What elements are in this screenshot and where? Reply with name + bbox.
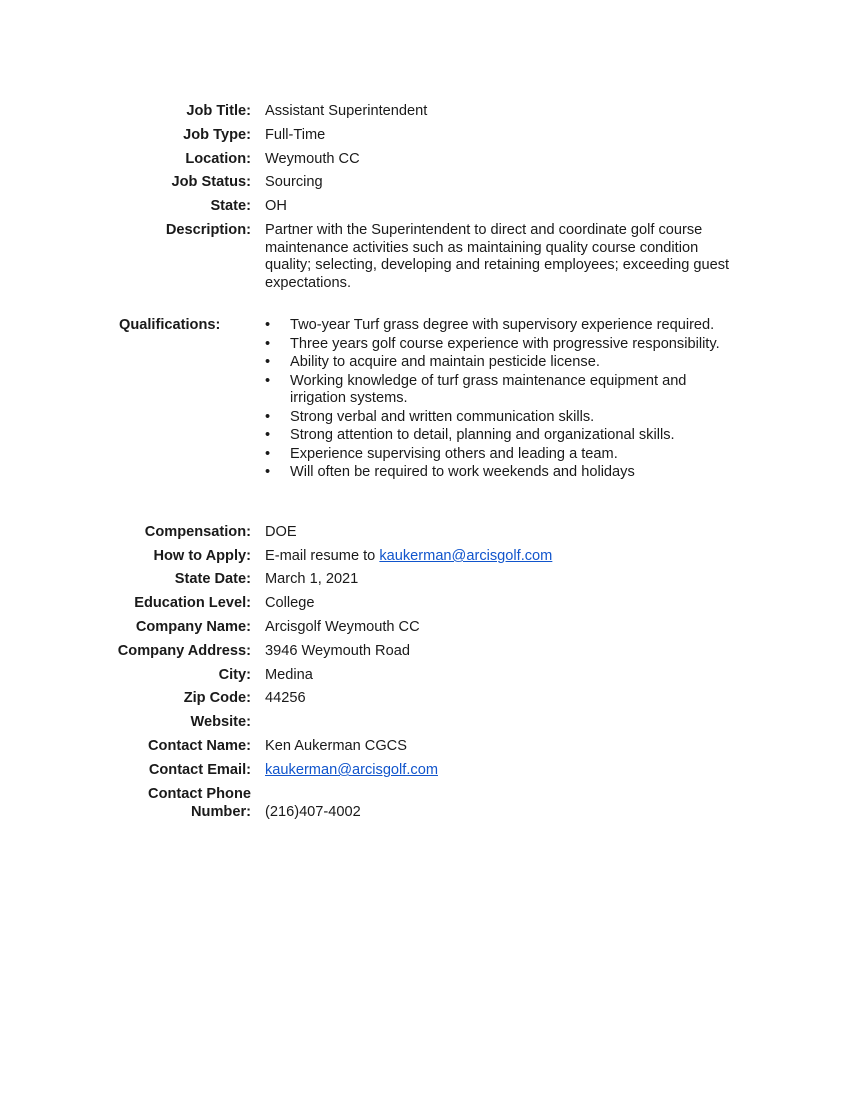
bullet-icon: • xyxy=(265,372,271,389)
list-item xyxy=(265,373,745,408)
contact-phone-value: (216)407-4002 xyxy=(265,803,361,820)
description-label: Description: xyxy=(165,222,251,238)
qualification-text: Ability to acquire and maintain pesticide license. xyxy=(290,354,600,370)
qualification-text: Experience supervising others and leading a team. xyxy=(290,445,618,462)
apply-email-link[interactable]: kaukerman@arcisgolf.com xyxy=(379,548,553,564)
website-label: Website: xyxy=(190,714,251,730)
bullet-icon: • xyxy=(265,445,271,462)
job-status-value: Sourcing xyxy=(265,174,323,190)
qualification-text: Three years golf course experience with progressive responsibility. xyxy=(290,335,720,352)
contact-phone-label-line1: Contact Phone xyxy=(148,786,251,802)
bullet-icon: • xyxy=(265,408,271,425)
location-label: Location: xyxy=(185,151,251,167)
qualification-text: Strong attention to detail, planning and organizational skills. xyxy=(290,427,675,443)
location-value: Weymouth CC xyxy=(265,151,360,167)
list-item xyxy=(265,409,745,427)
qualification-text: Working knowledge of turf grass maintenance equipment and irrigation systems. xyxy=(290,372,687,406)
qualifications-label: Qualifications: xyxy=(119,317,221,333)
list-item xyxy=(265,354,745,372)
company-address-value: 3946 Weymouth Road xyxy=(265,643,410,659)
contact-phone-label-line2: Number: xyxy=(191,803,251,820)
compensation-value: DOE xyxy=(265,524,297,540)
bullet-icon: • xyxy=(265,427,271,443)
state-value: OH xyxy=(265,198,287,214)
compensation-label: Compensation: xyxy=(144,524,251,540)
list-item xyxy=(265,464,745,482)
education-level-value: College xyxy=(265,595,315,611)
list-item xyxy=(265,446,745,464)
education-level-label: Education Level: xyxy=(134,595,251,611)
job-title-value: Assistant Superintendent xyxy=(265,103,428,119)
qualification-text: Will often be required to work weekends and holidays xyxy=(290,464,635,480)
company-address-label: Company Address: xyxy=(117,643,251,659)
contact-email-value xyxy=(265,762,745,780)
bullet-icon: • xyxy=(265,335,271,352)
company-name-label: Company Name: xyxy=(135,619,251,635)
qualifications-list xyxy=(265,317,745,483)
job-type-value: Full-Time xyxy=(265,127,326,143)
how-to-apply-label: How to Apply: xyxy=(153,548,251,564)
contact-email-link[interactable]: kaukerman@arcisgolf.com xyxy=(265,762,438,778)
job-type-label: Job Type: xyxy=(183,127,251,143)
state-label: State: xyxy=(210,198,251,214)
contact-name-label: Contact Name: xyxy=(148,738,251,754)
city-label: City: xyxy=(218,667,251,683)
job-title-label: Job Title: xyxy=(186,103,251,119)
state-date-label: State Date: xyxy=(174,571,251,587)
how-to-apply-text: E-mail resume to xyxy=(265,548,380,564)
qualification-text: Two-year Turf grass degree with supervisory experience required. xyxy=(290,317,715,333)
contact-email-label: Contact Email: xyxy=(148,762,251,778)
contact-phone-label xyxy=(148,786,251,821)
job-status-label: Job Status: xyxy=(171,174,251,190)
how-to-apply-value xyxy=(265,548,745,566)
bullet-icon: • xyxy=(265,464,271,480)
description-value: Partner with the Superintendent to direct and coordinate golf course maintenance activities such as maintaining quality course condition quality; selecting, developing and retaining employees; exceeding guest expectations. xyxy=(265,222,730,291)
city-value: Medina xyxy=(265,667,313,683)
bullet-icon: • xyxy=(265,317,271,333)
state-date-value: March 1, 2021 xyxy=(265,571,359,587)
contact-name-value: Ken Aukerman CGCS xyxy=(265,738,407,754)
list-item xyxy=(265,336,745,354)
company-name-value: Arcisgolf Weymouth CC xyxy=(265,619,420,635)
list-item xyxy=(265,427,745,445)
bullet-icon: • xyxy=(265,354,271,370)
qualification-text: Strong verbal and written communication skills. xyxy=(290,408,595,425)
zip-code-label: Zip Code: xyxy=(183,690,251,706)
list-item xyxy=(265,317,745,335)
zip-code-value: 44256 xyxy=(265,690,306,706)
